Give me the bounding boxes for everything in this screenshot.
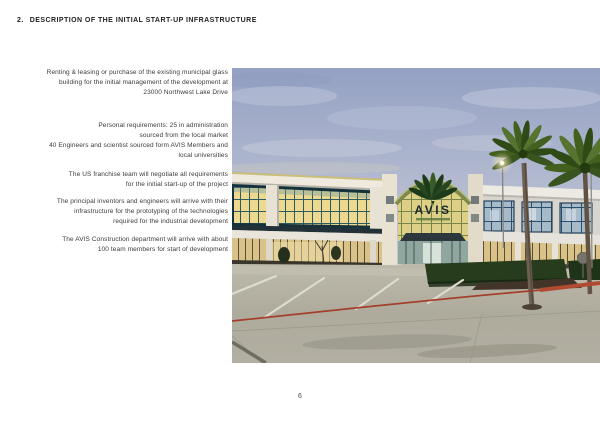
paragraph-franchise-team bbox=[16, 170, 228, 190]
section-heading bbox=[17, 16, 577, 26]
text-line: sourced from the local market bbox=[139, 132, 228, 139]
building-photo bbox=[232, 68, 600, 363]
paragraph-renting bbox=[16, 68, 228, 98]
text-line: Personal requirements: 25 in administration bbox=[98, 122, 228, 129]
text-line: local universities bbox=[178, 152, 228, 159]
text-line: 100 team members for start of development bbox=[97, 246, 228, 253]
body-text-column bbox=[16, 68, 228, 255]
page-number: 6 bbox=[298, 393, 302, 400]
text-line: Renting & leasing or purchase of the existing municipal glass bbox=[46, 69, 228, 76]
avis-logo-text: AVIS bbox=[414, 203, 452, 217]
text-line: required for the industrial development bbox=[113, 218, 228, 225]
text-line: The AVIS Construction department will arrive with about bbox=[62, 236, 228, 243]
entrance-canopy bbox=[400, 233, 466, 241]
text-line: building for the initial management of the development at bbox=[58, 79, 228, 86]
paragraph-personal-requirements bbox=[16, 121, 228, 161]
text-line: 40 Engineers and scientist sourced form AVIS Members and bbox=[49, 142, 228, 149]
text-line: The principal inventors and engineers will arrive with their bbox=[56, 198, 228, 205]
section-number: 2. bbox=[17, 17, 24, 24]
paragraph-construction bbox=[16, 235, 228, 255]
text-line: The US franchise team will negotiate all requirements bbox=[68, 171, 228, 178]
text-line: 23000 Northwest Lake Drive bbox=[143, 89, 228, 96]
paragraph-inventors bbox=[16, 197, 228, 227]
building-left-wing bbox=[232, 172, 388, 268]
section-title: DESCRIPTION OF THE INITIAL START-UP INFRASTRUCTURE bbox=[29, 17, 257, 24]
text-line: infrastructure for the prototyping of the technologies bbox=[74, 208, 228, 215]
avis-subtext-line bbox=[416, 218, 450, 220]
text-line: for the initial start-up of the project bbox=[125, 181, 228, 188]
